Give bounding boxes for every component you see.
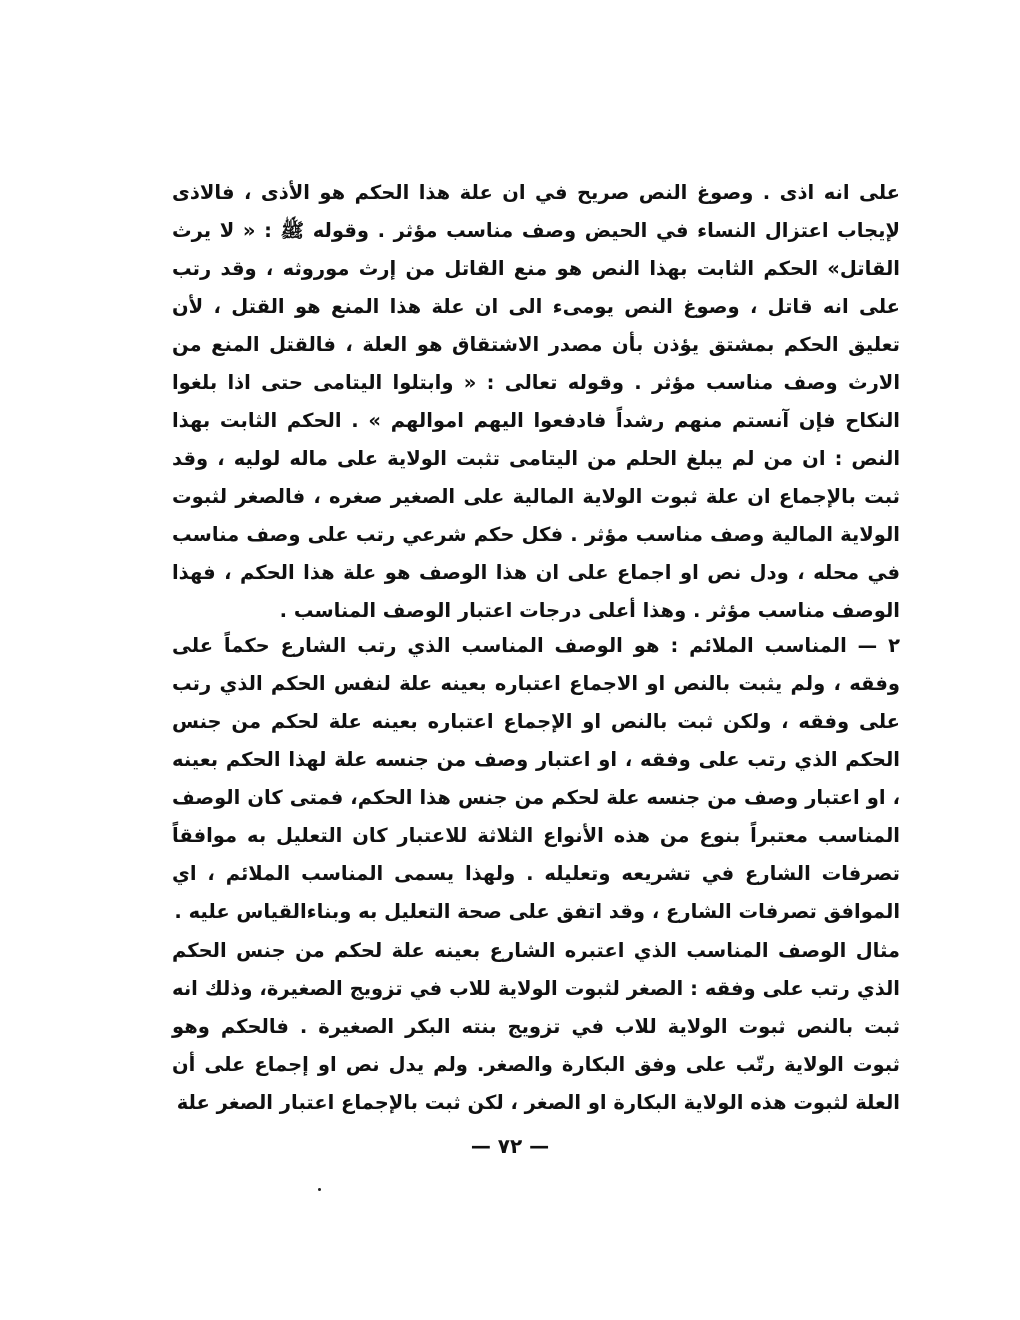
paragraph-3-text: مثال الوصف المناسب الذي اعتبره الشارع بعينه علة لحكم من جنس الحكم الذي رتب على وفقه : الصغر لثبوت الولاية للاب في تزويج الصغيرة، وذلك انه ثبت بالنص ثبوت الولاية للاب في تزويج بنته البكر الصغيرة . فالحكم وهو ثبوت الولاية رتّب على وفق البكارة والصغر. ولم يدل نص او إجماع على أن العلة لثبوت هذه الولاية البكارة او الصغر ، لكن ثبت بالإجماع اعتبار الصغر علة	[172, 939, 900, 1114]
paragraph-1-text: على انه اذى . وصوغ النص صريح في ان علة هذا الحكم هو الأذى ، فالاذى لإيجاب اعتزال النساء في الحيض وصف مناسب مؤثر . وقوله ﷺ : « لا يرث القاتل» الحكم الثابت بهذا النص هو منع القاتل من إرث موروثه ، وقد رتب على انه قاتل ، وصوغ النص يومىء الى ان علة هذا المنع هو القتل ، لأن تعليق الحكم بمشتق يؤذن بأن مصدر الاشتقاق هو العلة ، فالقتل المنع من الارث وصف مناسب مؤثر . وقوله تعالى : « وابتلوا اليتامى حتى اذا بلغوا النكاح فإن آنستم منهم رشداً فادفعوا اليهم اموالهم » . الحكم الثابت بهذا النص : ان من لم يبلغ الحلم من اليتامى تثبت الولاية على ماله لوليه ، وقد ثبت بالإجماع ان علة ثبوت الولاية المالية على الصغير صغره ، فالصغر لثبوت الولاية المالية وصف مناسب مؤثر . فكل حكم شرعي رتب على وصف مناسب في محله ، ودل نص او اجماع على ان هذا الوصف هو علة هذا الحكم ، فهذا الوصف مناسب مؤثر . وهذا أعلى درجات اعتبار الوصف المناسب .	[172, 181, 900, 622]
paragraph-2-text: هو الوصف المناسب الذي رتب الشارع حكماً على وفقه ، ولم يثبت بالنص او الاجماع اعتباره بعينه علة لنفس الحكم الذي رتب على وفقه ، ولكن ثبت بالنص او الإجماع اعتباره بعينه علة لحكم من جنس الحكم الذي رتب على وفقه ، او اعتبار وصف من جنسه علة لهذا الحكم بعينه ، او اعتبار وصف من جنسه علة لحكم من جنس هذا الحكم، فمتى كان الوصف المناسب معتبراً بنوع من هذه الأنواع الثلاثة للاعتبار كان التعليل به موافقاً تصرفات الشارع في تشريعه وتعليله . ولهذا يسمى المناسب الملائم ، اي الموافق تصرفات الشارع ، وقد اتفق على صحة التعليل به وبناءالقياس عليه .	[172, 634, 900, 923]
paragraph-1	[172, 174, 900, 630]
scan-speck	[318, 1188, 321, 1191]
page-number: — ٧٢ —	[470, 1134, 550, 1158]
paragraph-2-heading: ٢ — المناسب الملائم :	[670, 634, 900, 657]
paragraph-3	[172, 932, 900, 1122]
paragraph-2	[172, 627, 900, 931]
